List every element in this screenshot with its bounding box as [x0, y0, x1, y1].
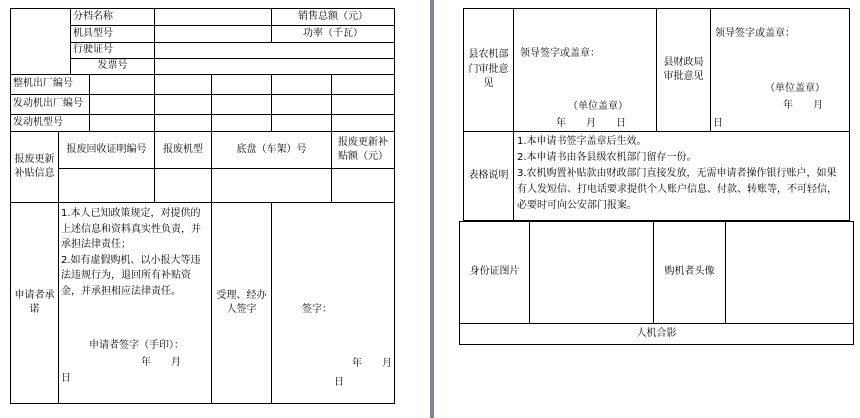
note-2: 2.本申请书由各县级农机部门留存一份。: [517, 152, 697, 163]
subsidy-info-label: 报废更新补贴信息: [11, 132, 59, 203]
form-notes: [514, 132, 850, 221]
buyer-photo-area: [726, 222, 854, 324]
handler-sign-section: [272, 203, 395, 404]
archive-name-value: [155, 9, 272, 26]
commit-section: [59, 203, 212, 404]
note-1: 1.本申请书签字盖章后生效。: [517, 136, 647, 147]
invoice-no-value: [155, 59, 395, 75]
applicant-commit-label: 申请者承诺: [11, 203, 59, 404]
engine-no-cell: [155, 95, 212, 115]
engine-model-cell: [272, 115, 332, 132]
engine-model-cell: [212, 115, 272, 132]
applicant-sign-label: 申请者签字（手印）：: [89, 340, 184, 351]
handler-date-ym: 年 月: [352, 358, 392, 369]
subsidy-amount-label: 报废更新补贴额（元）: [332, 132, 395, 169]
county-finance-unit-seal: （单位盖章）: [765, 83, 825, 94]
chassis-no-label: 底盘（车架）号: [212, 132, 332, 169]
note-3: 3.农机购置补贴款由财政部门直接发放，无需申请者操作银行账户，如果有人发短信、打电话要求提供个人账户信息、付款、转账等，不可轻信，必要时可向公安部门报案。: [517, 168, 837, 211]
engine-model-cell: [90, 115, 155, 132]
county-agri-date: 年 月 日: [556, 118, 626, 129]
photo-table: [459, 221, 854, 345]
factory-no-cell: [90, 75, 155, 95]
factory-no-cell: [212, 75, 272, 95]
approval-table: [463, 8, 850, 221]
county-agri-opinion: [514, 9, 657, 132]
commit-text: 1.本人已知政策规定，对提供的上述信息和资料真实性负责，并承担法律责任； 2.如有虚假购机、以小报大等违法违规行为，退回所有补贴资金，并承担相应法律责任。: [61, 208, 201, 297]
permit-no-label: 行驶证号: [71, 43, 155, 59]
subsidy-amount-value: [332, 169, 395, 203]
id-photo-area: [530, 222, 654, 324]
model-value: [155, 26, 272, 43]
handler-date-day: 日: [334, 377, 344, 388]
chassis-no-value: [212, 169, 332, 203]
county-finance-date-ym: 年 月: [783, 100, 823, 111]
scrap-model-value: [155, 169, 212, 203]
factory-no-cell: [332, 75, 395, 95]
scrap-model-label: 报废机型: [155, 132, 212, 169]
county-agri-unit-seal: （单位盖章）: [568, 101, 628, 112]
engine-no-cell: [332, 95, 395, 115]
engine-no-label: 发动机出厂编号: [11, 95, 90, 115]
buyer-photo-label: 购机者头像: [654, 222, 726, 324]
engine-no-cell: [212, 95, 272, 115]
page-separator: [430, 0, 434, 418]
sales-total-label: 销售总额（元）: [272, 9, 395, 26]
form-note-label: 表格说明: [464, 132, 514, 221]
handler-sign-label: 受理、经办人签字: [212, 203, 272, 404]
applicant-date-day: 日: [61, 373, 71, 384]
archive-name-label: 分档名称: [71, 9, 155, 26]
engine-model-cell: [332, 115, 395, 132]
county-finance-leader-sign: 领导签字或盖章：: [715, 28, 795, 39]
permit-no-value: [155, 43, 395, 59]
engine-model-label: 发动机型号: [11, 115, 90, 132]
county-agri-leader-sign: 领导签字或盖章：: [520, 48, 600, 59]
factory-no-cell: [155, 75, 212, 95]
factory-no-cell: [272, 75, 332, 95]
engine-model-cell: [155, 115, 212, 132]
invoice-no-label: 发票号: [71, 59, 155, 75]
engine-no-cell: [90, 95, 155, 115]
county-agri-label: 县农机部门审批意见: [464, 9, 514, 132]
county-finance-date-day: 日: [713, 118, 723, 129]
blank-cell: [11, 9, 71, 75]
model-label: 机具型号: [71, 26, 155, 43]
factory-no-label: 整机出厂编号: [11, 75, 90, 95]
county-finance-label: 县财政局审批意见: [657, 9, 711, 132]
county-finance-opinion: [711, 9, 850, 132]
sign-label: 签字：: [302, 304, 332, 315]
recycle-cert-no-label: 报废回收证明编号: [59, 132, 155, 169]
application-form-left: [10, 8, 395, 404]
power-label: 功率（千瓦）: [272, 26, 395, 43]
recycle-cert-no-value: [59, 169, 155, 203]
group-photo-label: 人机合影: [460, 324, 854, 345]
engine-no-cell: [272, 95, 332, 115]
applicant-date-ym: 年 月: [141, 356, 181, 368]
id-photo-label: 身份证图片: [460, 222, 530, 324]
